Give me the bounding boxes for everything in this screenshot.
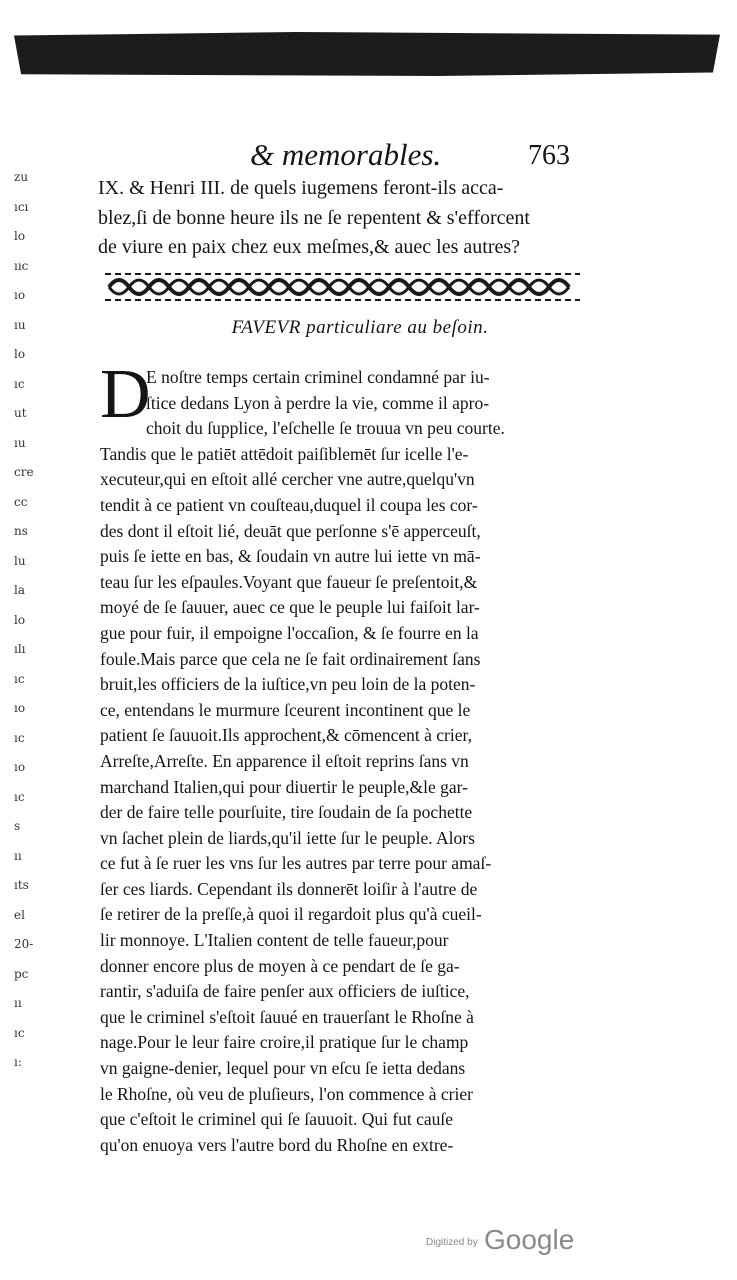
margin-fragment: ıc [14, 376, 25, 391]
margin-fragment: ıı [14, 848, 22, 863]
text-line: bruit,les officiers de la iuſtice,vn peu loin de la poten- [100, 674, 476, 695]
margin-fragment: el [14, 907, 25, 922]
text-line: marchand Italien,qui pour diuertir le peuple,&le gar- [100, 776, 468, 797]
margin-fragment: ıc [14, 1025, 25, 1040]
text-line: Arreſte,Arreſte. En apparence il eſtoit reprins ſans vn [100, 750, 469, 771]
margin-fragment: ns [14, 524, 28, 538]
margin-fragment: lo [14, 229, 26, 243]
text-line: ſe retirer de la preſſe,à quoi il regardoit plus qu'à cueil- [100, 904, 482, 925]
margin-fragment: ıc [14, 730, 25, 745]
margin-fragment: ıo [14, 701, 26, 715]
text-line: tendit à ce patient vn couſteau,duquel il coupa les cor- [100, 494, 478, 515]
text-line: ce fut à ſe ruer les vns ſur les autres par terre pour amaſ- [100, 853, 492, 874]
margin-fragment: ıı [14, 996, 22, 1010]
text-line: le Rhoſne, où veu de pluſieurs, l'on commence à crier [100, 1083, 473, 1104]
text-line: donner encore plus de moyen à ce pendart de ſe ga- [100, 955, 460, 976]
watermark-brand: Google [484, 1224, 575, 1255]
text-line: Tandis que le patiēt attēdoit paiſiblemēt ſur icelle l'e- [100, 443, 469, 464]
text-line: de viure en paix chez eux meſmes,& auec les autres? [98, 236, 521, 258]
margin-fragment: ıu [14, 435, 26, 450]
margin-fragment: ıo [14, 760, 26, 774]
margin-fragment: la [14, 583, 25, 597]
text-line: blez,ſi de bonne heure ils ne ſe repentent & s'efforcent [98, 206, 530, 229]
text-line: vn ſachet plein de liards,qu'il iette ſur le peuple. Alors [100, 827, 475, 848]
margin-fragment: pc [14, 966, 29, 981]
margin-fragment: ıc [14, 789, 25, 804]
scan-edge-shadow [14, 32, 720, 76]
running-head: & memorables. [250, 137, 442, 172]
margin-fragment: ut [14, 406, 27, 420]
text-line: lir monnoye. L'Italien content de telle faueur,pour [100, 930, 449, 951]
text-line: vn gaigne-denier, lequel pour vn eſcu ſe ietta dedans [100, 1058, 466, 1079]
text-line: que c'eſtoit le criminel qui ſe ſauuoit. Qui fut cauſe [100, 1109, 454, 1130]
page-number: 763 [528, 140, 570, 171]
text-line: que le criminel s'eſtoit ſauué en trauerſant le Rhoſne à [100, 1006, 474, 1027]
margin-fragment: zu [14, 170, 29, 184]
margin-fragment: ıo [14, 288, 26, 302]
margin-fragment: 20- [14, 937, 34, 951]
margin-fragment: s [14, 819, 21, 833]
margin-fragment: ı: [14, 1055, 22, 1069]
text-line: foule.Mais parce que cela ne ſe fait ordinairement ſans [100, 648, 481, 669]
text-line: patient ſe ſauuoit.Ils approchent,& cōmencent à crier, [100, 725, 472, 746]
text-line: des dont il eſtoit lié, deuāt que perſonne s'ē apperceuſt, [100, 520, 481, 541]
text-line: IX. & Henri III. de quels iugemens feront-ils acca- [98, 177, 504, 199]
text-line: der de faire telle pourſuite, tire ſoudain de ſa pochette [100, 802, 473, 823]
margin-fragment: cc [14, 494, 28, 509]
main-paragraph [100, 365, 591, 1158]
text-line: ſer ces liards. Cependant ils donnerēt loiſir à l'autre de [100, 878, 478, 899]
margin-fragment: ıu [14, 317, 26, 332]
text-line: ſtice dedans Lyon à perdre la vie, comme il apro- [146, 392, 490, 413]
section-title: FAVEVR particuliare au beſoin. [231, 317, 489, 338]
margin-fragment: lo [14, 347, 26, 361]
margin-fragment: ıts [14, 878, 29, 892]
text-line: ce, entendans le murmure ſceurent incontinent que le [100, 699, 471, 720]
text-line: xecuteur,qui en eſtoit allé cercher vne autre,quelqu'vn [100, 469, 475, 490]
margin-fragment: ılı [14, 642, 26, 656]
margin-fragment: ıcı [14, 199, 29, 214]
continuation-paragraph [98, 174, 618, 263]
margin-fragment: ııc [14, 258, 29, 273]
margin-fragment: ıc [14, 671, 25, 686]
watermark-prefix: Digitized by [426, 1237, 478, 1248]
text-line: moyé de ſe ſauuer, auec ce que le peuple lui faiſoit lar- [100, 597, 480, 618]
text-line: qu'on enuoya vers l'autre bord du Rhoſne en extre- [100, 1134, 454, 1155]
dropcap-letter: D [100, 356, 151, 433]
text-line: teau ſur les eſpaules.Voyant que faueur ſe preſentoit,& [100, 571, 478, 592]
margin-fragment: lu [14, 553, 26, 568]
text-line: rantir, s'aduiſa de faire penſer aux officiers de iuſtice, [100, 981, 470, 1002]
margin-fragment: cre [14, 465, 34, 479]
text-line: nage.Pour le leur faire croire,il pratique ſur le champ [100, 1032, 469, 1053]
margin-fragment: lo [14, 612, 26, 627]
digitized-by-google-watermark [426, 1222, 586, 1258]
text-line: E noſtre temps certain criminel condamné par iu- [146, 367, 490, 387]
text-line: gue pour fuir, il empoigne l'occaſion, & ſe fourre en la [100, 622, 479, 643]
ornament-band [105, 270, 580, 304]
text-line: choit du ſupplice, l'eſchelle ſe trouua vn peu courte. [146, 418, 505, 439]
text-line: puis ſe iette en bas, & ſoudain vn autre lui iette vn mā- [100, 546, 481, 567]
